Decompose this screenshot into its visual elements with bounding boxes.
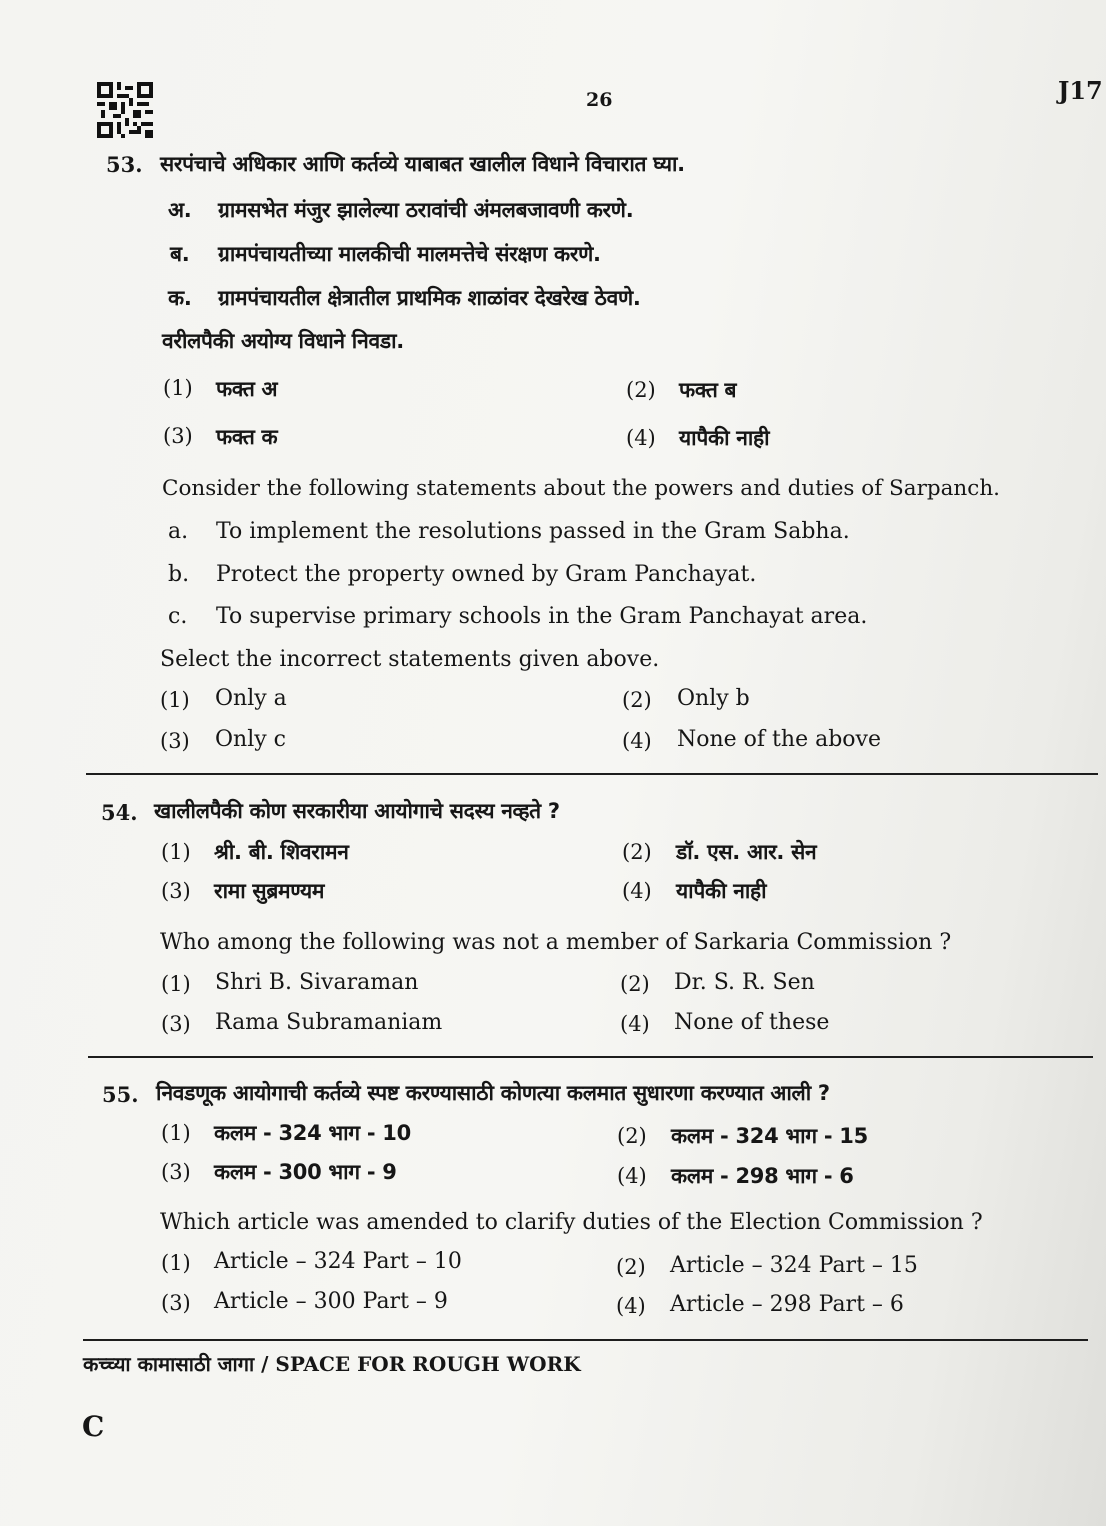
statement-label: अ. — [168, 198, 192, 222]
option-number: (2) — [620, 972, 650, 996]
rough-work-marathi: कच्च्या कामासाठी जागा — [83, 1352, 255, 1376]
option-number: (4) — [616, 1294, 646, 1318]
option-number: (4) — [626, 426, 656, 450]
statement-label: क. — [168, 286, 192, 310]
option-text: फक्त ब — [679, 378, 737, 402]
option-text: Article – 324 Part – 10 — [214, 1249, 462, 1274]
option-text: Article – 324 Part – 15 — [670, 1253, 918, 1278]
option-number: (2) — [616, 1255, 646, 1279]
option-number: (2) — [626, 378, 656, 402]
option-text: कलम - 324 भाग - 15 — [671, 1124, 868, 1148]
statement-text: To implement the resolutions passed in the Gram Sabha. — [216, 519, 850, 544]
question-number: 53. — [106, 152, 143, 177]
set-code: C — [82, 1410, 105, 1443]
option-text: Article – 300 Part – 9 — [214, 1289, 448, 1314]
option-text: कलम - 298 भाग - 6 — [671, 1164, 854, 1188]
question-stem-english: Which article was amended to clarify duties of the Election Commission ? — [160, 1210, 983, 1235]
instruction-english: Select the incorrect statements given above. — [160, 647, 660, 672]
option-text: डॉ. एस. आर. सेन — [676, 840, 817, 864]
option-number: (4) — [622, 729, 652, 753]
option-number: (1) — [161, 1251, 191, 1275]
question-divider — [83, 1339, 1088, 1341]
option-number: (4) — [620, 1012, 650, 1036]
option-text: रामा सुब्रमण्यम — [214, 879, 325, 903]
option-text: श्री. बी. शिवरामन — [214, 840, 349, 864]
option-number: (3) — [161, 1291, 191, 1315]
option-number: (3) — [163, 424, 193, 448]
option-number: (1) — [161, 840, 191, 864]
option-text: Article – 298 Part – 6 — [670, 1292, 904, 1317]
option-text: कलम - 300 भाग - 9 — [214, 1160, 397, 1184]
statement-label: ब. — [170, 242, 190, 266]
instruction-marathi: वरीलपैकी अयोग्य विधाने निवडा. — [162, 329, 404, 353]
option-number: (3) — [161, 879, 191, 903]
statement-text: Protect the property owned by Gram Panchayat. — [216, 562, 757, 587]
option-text: None of the above — [677, 727, 881, 752]
booklet-code: J17 — [1058, 76, 1103, 105]
question-stem-marathi: सरपंचाचे अधिकार आणि कर्तव्ये याबाबत खालील विधाने विचारात घ्या. — [160, 152, 685, 176]
page-number: 26 — [586, 89, 613, 111]
question-number: 55. — [102, 1082, 139, 1107]
option-number: (1) — [161, 972, 191, 996]
option-number: (4) — [622, 879, 652, 903]
question-stem-marathi: खालीलपैकी कोण सरकारीया आयोगाचे सदस्य नव्हते ? — [154, 799, 560, 823]
qr-code-icon — [97, 82, 153, 138]
option-text: Only a — [215, 686, 287, 711]
option-number: (1) — [160, 688, 190, 712]
question-divider — [86, 773, 1098, 775]
option-text: कलम - 324 भाग - 10 — [214, 1121, 411, 1145]
statement-text: ग्रामपंचायतीच्या मालकीची मालमत्तेचे संरक्षण करणे. — [218, 242, 601, 266]
option-number: (3) — [160, 729, 190, 753]
option-number: (2) — [622, 688, 652, 712]
question-divider — [88, 1056, 1093, 1058]
question-stem-marathi: निवडणूक आयोगाची कर्तव्ये स्पष्ट करण्यासाठी कोणत्या कलमात सुधारणा करण्यात आली ? — [156, 1081, 830, 1105]
statement-text: ग्रामपंचायतील क्षेत्रातील प्राथमिक शाळांवर देखरेख ठेवणे. — [218, 286, 641, 310]
option-text: Shri B. Sivaraman — [215, 970, 419, 995]
question-stem-english: Who among the following was not a member of Sarkaria Commission ? — [160, 930, 952, 955]
statement-label: a. — [168, 519, 189, 544]
option-number: (4) — [617, 1164, 647, 1188]
option-number: (3) — [161, 1012, 191, 1036]
option-number: (1) — [163, 376, 193, 400]
rough-work-english: SPACE FOR ROUGH WORK — [275, 1352, 581, 1376]
statement-label: c. — [168, 604, 188, 629]
option-number: (3) — [161, 1160, 191, 1184]
option-text: Rama Subramaniam — [215, 1010, 443, 1035]
statement-label: b. — [168, 562, 190, 587]
option-text: फक्त अ — [216, 377, 278, 401]
option-text: Only c — [215, 727, 286, 752]
rough-work-label — [83, 1350, 581, 1377]
option-text: यापैकी नाही — [676, 879, 767, 903]
option-number: (2) — [622, 840, 652, 864]
statement-text: ग्रामसभेत मंजुर झालेल्या ठरावांची अंमलबजावणी करणे. — [218, 198, 634, 222]
question-stem-english: Consider the following statements about the powers and duties of Sarpanch. — [162, 476, 1000, 501]
question-number: 54. — [101, 800, 138, 825]
option-number: (2) — [617, 1124, 647, 1148]
statement-text: To supervise primary schools in the Gram Panchayat area. — [216, 604, 868, 629]
option-text: फक्त क — [216, 425, 278, 449]
option-text: Dr. S. R. Sen — [674, 970, 815, 995]
rough-work-separator: / — [254, 1352, 276, 1376]
option-text: None of these — [674, 1010, 830, 1035]
option-text: यापैकी नाही — [679, 426, 770, 450]
option-number: (1) — [161, 1121, 191, 1145]
option-text: Only b — [677, 686, 750, 711]
